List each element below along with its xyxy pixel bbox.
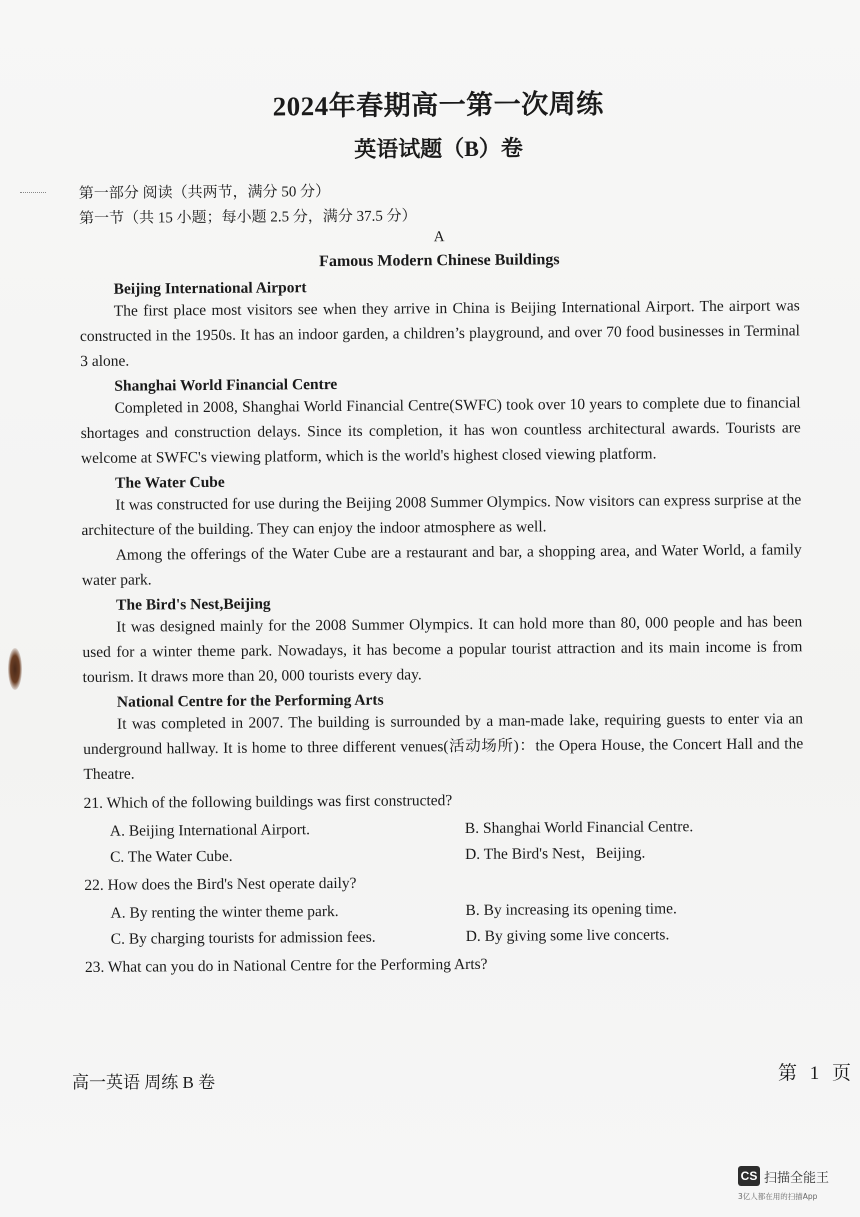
building-text-water-cube-2: Among the offerings of the Water Cube are a restaurant and bar, a shopping area, and Water World, a family water park. bbox=[81, 541, 802, 589]
option-22-c: C. By charging tourists for admission fees. bbox=[110, 928, 376, 948]
section-heading: 第一节（共 15 小题；每小题 2.5 分，满分 37.5 分） bbox=[78, 208, 417, 227]
camscanner-logo-icon: CS bbox=[738, 1166, 760, 1186]
question-22: 22. How does the Bird's Nest operate daily? bbox=[84, 874, 357, 894]
exam-subtitle: 英语试题（B）卷 bbox=[354, 135, 523, 162]
footer-page-number: 第 1 页 bbox=[778, 1063, 856, 1084]
building-text-water-cube-1: It was constructed for use during the Beijing 2008 Summer Olympics. Now visitors can express surprise at the architecture of the building. They can enjoy the indoor atmosphere as well. bbox=[81, 491, 802, 539]
building-heading-swfc: Shanghai World Financial Centre bbox=[114, 375, 338, 395]
question-21-options bbox=[110, 815, 804, 868]
building-text-ncpa: It was completed in 2007. The building is surrounded by a man-made lake, requiring guests to enter via an underground hallway. It is home to three different venues(活动场所)：the Opera House, the Concert Hall and the Theatre. bbox=[83, 710, 804, 783]
watermark-app-name: 扫描全能王 bbox=[764, 1171, 830, 1186]
margin-mark bbox=[20, 192, 46, 193]
option-21-d: D. The Bird's Nest，Beijing. bbox=[464, 844, 646, 863]
option-22-a: A. By renting the winter theme park. bbox=[110, 902, 339, 922]
scanner-watermark bbox=[738, 1166, 842, 1206]
question-21: 21. Which of the following buildings was first constructed? bbox=[83, 792, 453, 812]
part-heading: 第一部分 阅读（共两节，满分 50 分） bbox=[78, 184, 331, 202]
passage-title: Famous Modern Chinese Buildings bbox=[319, 251, 560, 271]
building-heading-water-cube: The Water Cube bbox=[115, 473, 225, 492]
page-content bbox=[78, 80, 805, 985]
option-21-b: B. Shanghai World Financial Centre. bbox=[464, 818, 694, 837]
building-text-airport: The first place most visitors see when they arrive in China is Beijing International Airport. The airport was constructed in the 1950s. It has an indoor garden, a children’s playground, and over 70 food businesses in Terminal 3 alone. bbox=[79, 297, 801, 370]
building-heading-birds-nest: The Bird's Nest,Beijing bbox=[116, 595, 271, 614]
question-23: 23. What can you do in National Centre for the Performing Arts? bbox=[84, 955, 488, 976]
option-22-b: B. By increasing its opening time. bbox=[465, 900, 677, 919]
question-22-options bbox=[110, 897, 804, 950]
option-21-a: A. Beijing International Airport. bbox=[109, 821, 311, 840]
exam-title: 2024年春期高一第一次周练 bbox=[272, 88, 604, 122]
page-smudge bbox=[8, 648, 22, 690]
building-heading-ncpa: National Centre for the Performing Arts bbox=[116, 691, 384, 711]
building-text-birds-nest: It was designed mainly for the 2008 Summer Olympics. It can hold more than 80, 000 people and has been used for a winter theme park. Nowadays, it has become a popular tourist attraction and its main income is from tourism. It draws more than 20, 000 tourists every day. bbox=[82, 613, 803, 686]
building-heading-airport: Beijing International Airport bbox=[113, 279, 307, 298]
watermark-tagline: 3亿人都在用的扫描App bbox=[738, 1192, 818, 1201]
building-text-swfc: Completed in 2008, Shanghai World Financial Centre(SWFC) took over 10 years to complete due to financial shortages and construction delays. Since its completion, it has won countless architectural awards. Tourists are welcome at SWFC's viewing platform, which is the world's highest closed viewing platform. bbox=[80, 394, 801, 467]
footer-course: 高一英语 周练 B 卷 bbox=[72, 1073, 216, 1092]
passage-letter: A bbox=[433, 229, 445, 246]
option-22-d: D. By giving some live concerts. bbox=[465, 926, 670, 945]
option-21-c: C. The Water Cube. bbox=[109, 847, 233, 866]
